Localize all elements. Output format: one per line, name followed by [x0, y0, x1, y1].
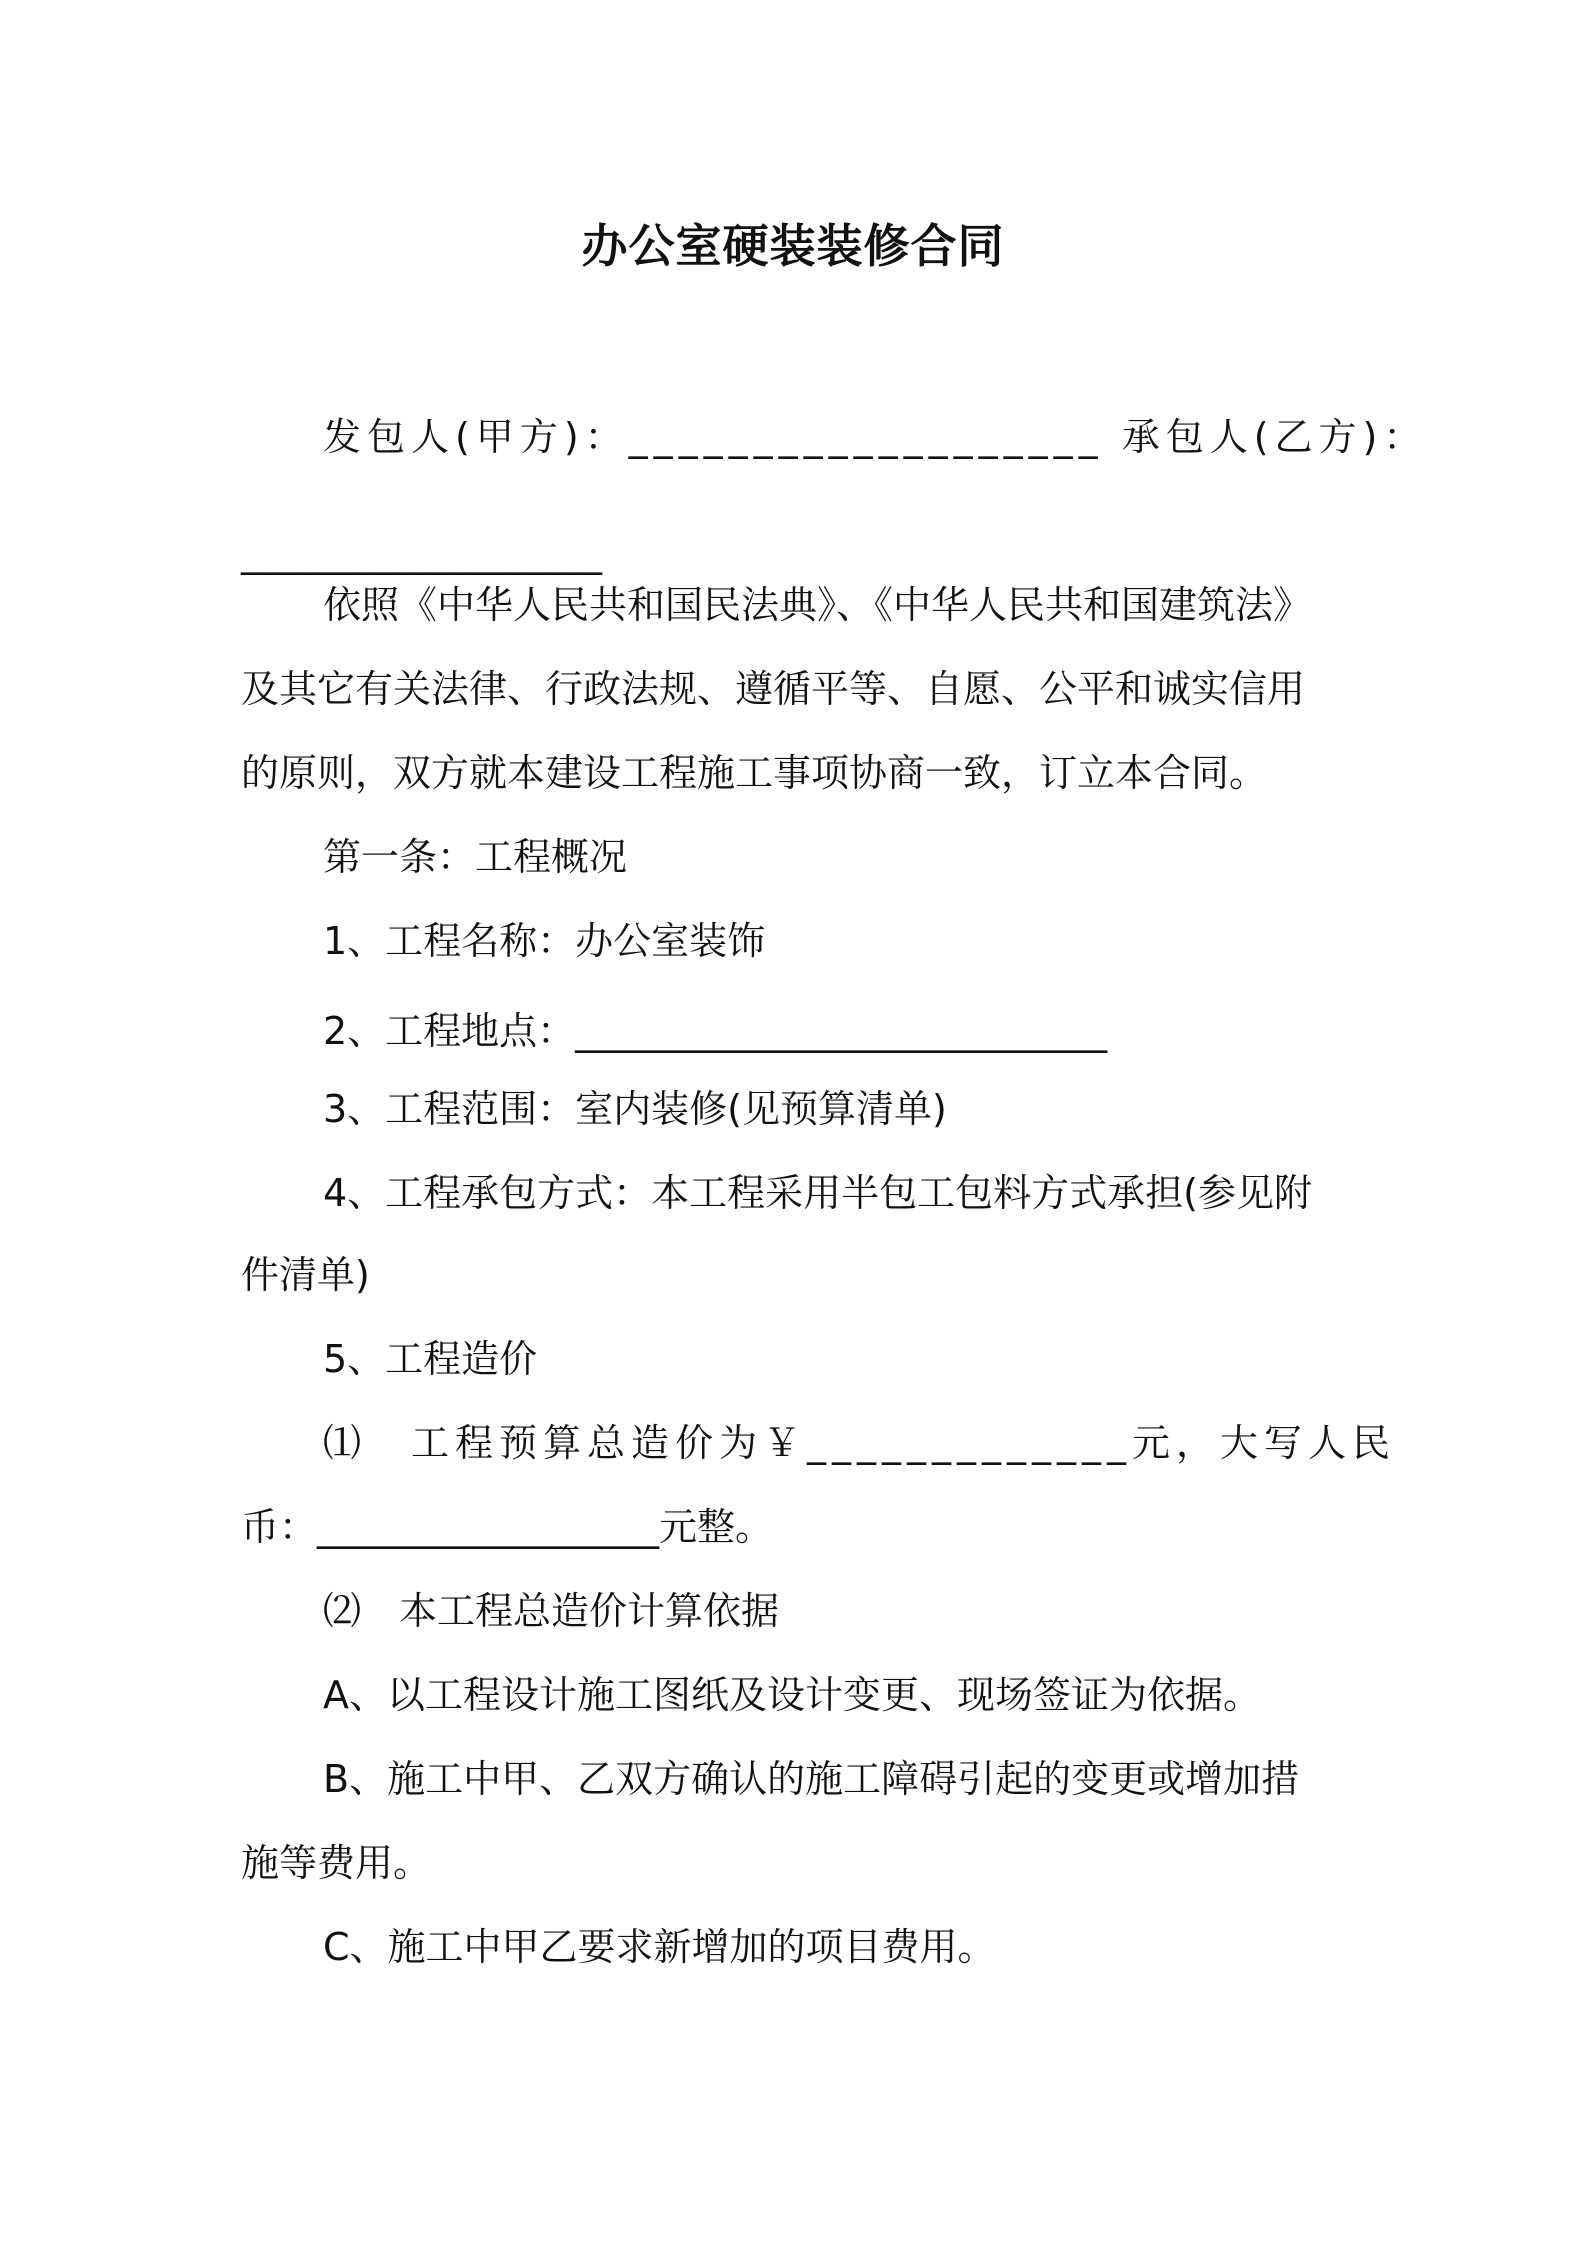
clause-line: 4、工程承包方式：本工程采用半包工包料方式承担(参见附	[323, 1171, 1313, 1215]
clause-line: 币：__________________元整。	[241, 1505, 774, 1549]
clause-line: A、以工程设计施工图纸及设计变更、现场签证为依据。	[323, 1673, 1261, 1717]
clause-line: 2、工程地点：____________________________	[323, 1009, 1108, 1053]
clause-line: B、施工中甲、乙双方确认的施工障碍引起的变更或增加措	[323, 1757, 1300, 1801]
clause-line: C、施工中甲乙要求新增加的项目费用。	[323, 1925, 996, 1969]
contractor-blank-line: ___________________	[241, 531, 602, 575]
clause-line: 件清单)	[241, 1253, 370, 1297]
clause-line: 1、工程名称：办公室装饰	[323, 919, 766, 963]
paragraph-line: 及其它有关法律、行政法规、遵循平等、自愿、公平和诚实信用	[241, 667, 1306, 711]
clause-line: ⑵ 本工程总造价计算依据	[323, 1589, 780, 1633]
paragraph-line: 的原则，双方就本建设工程施工事项协商一致，订立本合同。	[241, 751, 1268, 795]
article-heading: 第一条：工程概况	[323, 835, 628, 879]
clause-line: 施等费用。	[241, 1841, 432, 1885]
paragraph-line: 依照《中华人民共和国民法典》、《中华人民共和国建筑法》	[323, 583, 1312, 627]
clause-line: 5、工程造价	[323, 1337, 538, 1381]
document-title: 办公室硬装装修合同	[581, 219, 1005, 273]
clause-line: ⑴ 工程预算总造价为￥_____________元，大写人民	[323, 1421, 1397, 1465]
parties-line: 发包人(甲方)：___________________ 承包人(乙方)：	[323, 415, 1428, 459]
clause-line: 3、工程范围：室内装修(见预算清单)	[323, 1087, 947, 1131]
